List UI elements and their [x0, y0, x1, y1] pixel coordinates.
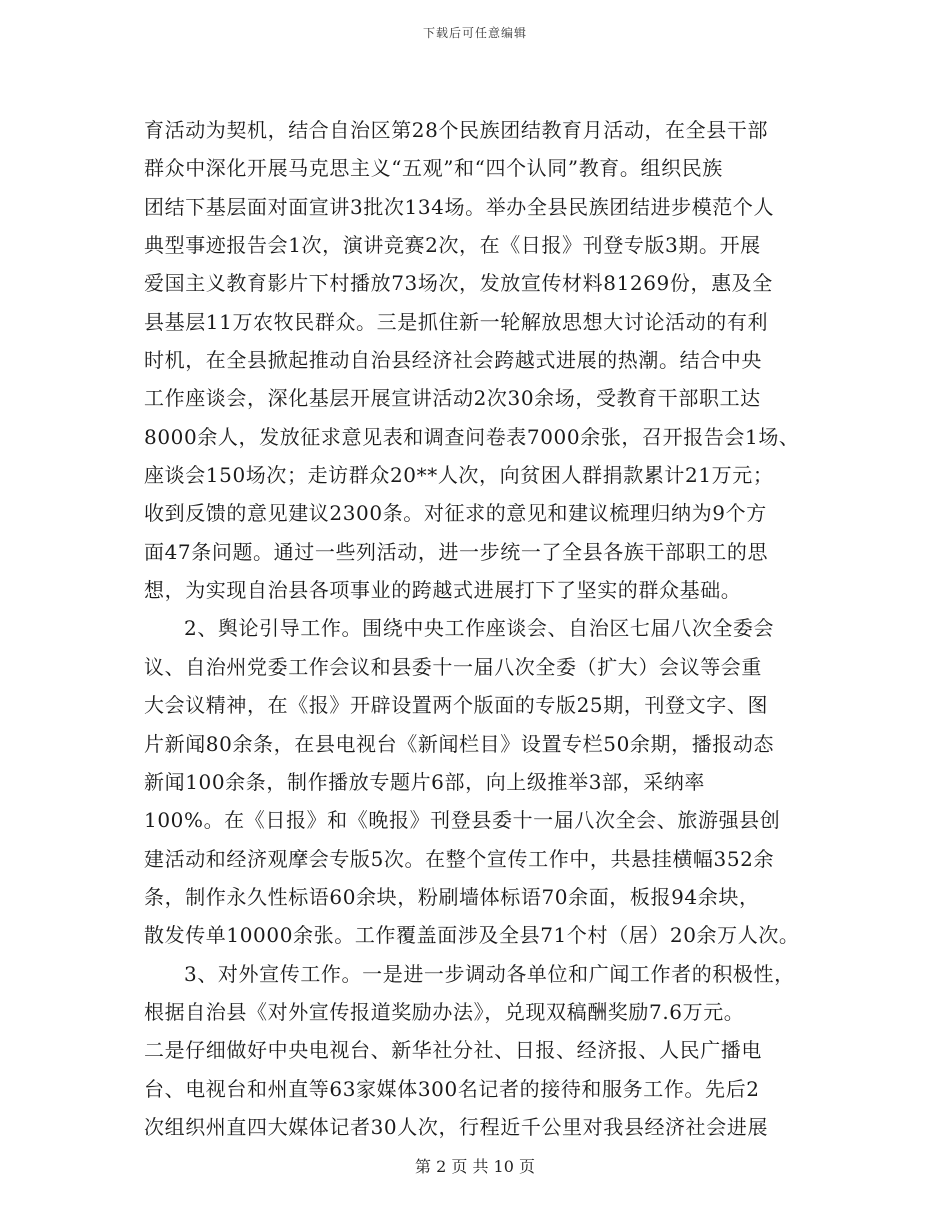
body-text-line: 群众中深化开展马克思主义“五观”和“四个认同”教育。组织民族 [144, 156, 723, 181]
body-text-line: 爱国主义教育影片下村播放73场次，发放宣传材料81269份，惠及全 [144, 271, 773, 296]
body-text-line: 散发传单10000余张。工作覆盖面涉及全县71个村（居）20余万人次。 [144, 923, 800, 948]
body-text-line: 工作座谈会，深化基层开展宣讲活动2次30余场，受教育干部职工达 [144, 386, 761, 411]
body-text-line: 座谈会150场次；走访群众20**人次，向贫困人群捐款累计21万元； [144, 463, 774, 488]
body-text-line: 收到反馈的意见建议2300条。对征求的意见和建议梳理归纳为9个方 [144, 501, 767, 526]
body-text-line: 议、自治州党委工作会议和县委十一届八次全委（扩大）会议等会重 [144, 654, 762, 679]
body-text-line: 次组织州直四大媒体记者30人次，行程近千公里对我县经济社会进展 [144, 1114, 769, 1139]
body-text-line: 时机，在全县掀起推动自治县经济社会跨越式进展的热潮。结合中央 [144, 348, 762, 373]
body-text-line: 面47条问题。通过一些列活动，进一步统一了全县各族干部职工的思 [144, 539, 769, 564]
body-text-line: 条，制作永久性标语60余块，粉刷墙体标语70余面，板报94余块， [144, 884, 760, 909]
body-text-line: 二是仔细做好中央电视台、新华社分社、日报、经济报、人民广播电 [144, 1038, 762, 1063]
page-number: 第 2 页 共 10 页 [415, 1157, 535, 1176]
body-text-line: 典型事迹报告会1次，演讲竞赛2次，在《日报》刊登专版3期。开展 [144, 233, 761, 258]
body-text-line: 建活动和经济观摩会专版5次。在整个宣传工作中，共悬挂横幅352余 [144, 846, 775, 871]
body-text-line: 2、舆论引导工作。围绕中央工作座谈会、自治区七届八次全委会 [184, 616, 775, 641]
body-text-line: 3、对外宣传工作。一是进一步调动各单位和广闻工作者的积极性， [184, 961, 795, 986]
document-body [144, 111, 804, 1146]
body-text-line: 县基层11万农牧民群众。三是抓住新一轮解放思想大讨论活动的有利 [144, 309, 769, 334]
body-text-line: 片新闻80余条，在县电视台《新闻栏目》设置专栏50余期，播报动态 [144, 731, 775, 756]
page-header-note: 下载后可任意编辑 [422, 26, 527, 40]
body-text-line: 新闻100余条，制作播放专题片6部，向上级推举3部，采纳率 [144, 769, 706, 794]
body-text-line: 100%。在《日报》和《晚报》刊登县委十一届八次全会、旅游强县创 [144, 808, 781, 833]
body-text-line: 根据自治县《对外宣传报道奖励办法》，兑现双稿酬奖励7.6万元。 [144, 999, 745, 1024]
body-text-line: 8000余人，发放征求意见表和调查问卷表7000余张，召开报告会1场、 [144, 424, 800, 449]
body-text-line: 育活动为契机，结合自治区第28个民族团结教育月活动，在全县干部 [144, 118, 769, 142]
body-text-line: 大会议精神，在《报》开辟设置两个版面的专版25期，刊登文字、图 [144, 693, 769, 718]
body-text-line: 想，为实现自治县各项事业的跨越式进展打下了坚实的群众基础。 [144, 578, 742, 603]
body-text-line: 台、电视台和州直等63家媒体300名记者的接待和服务工作。先后2 [144, 1076, 760, 1101]
body-text-line: 团结下基层面对面宣讲3批次134场。举办全县民族团结进步模范个人 [144, 194, 775, 219]
